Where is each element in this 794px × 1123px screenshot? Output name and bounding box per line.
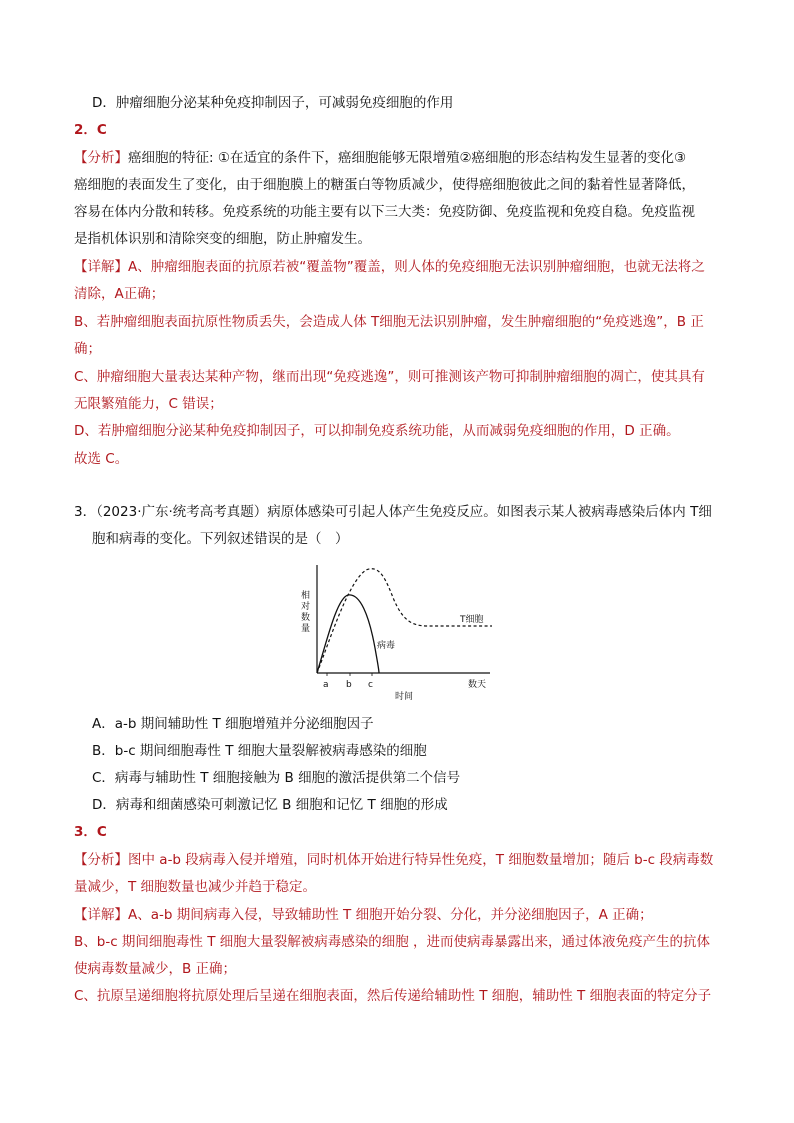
- y-axis-label-char-2: 对: [301, 602, 311, 612]
- detail-tag: 【详解】: [74, 259, 128, 275]
- detail-text: A、a-b 期间病毒入侵，导致辅助性 T 细胞开始分裂、分化，并分泌细胞因子，A 正确；: [128, 907, 653, 923]
- q2-option-d: D．肿瘤细胞分泌某种免疫抑制因子，可减弱免疫细胞的作用: [92, 95, 454, 111]
- analysis-tag: 【分析】: [74, 150, 128, 166]
- q2-detail-line-2: 清除，A正确；: [74, 286, 165, 302]
- q3-answer: 3．C: [74, 824, 107, 840]
- q3-analysis-line-2: 量减少，T 细胞数量也减少并趋于稳定。: [74, 879, 317, 895]
- q3-source: （2023·广东·统考高考真题）: [96, 504, 268, 520]
- y-axis-label-char-4: 量: [301, 624, 311, 634]
- q3-detail-line-1: [74, 906, 653, 924]
- tick-b: b: [346, 680, 352, 690]
- x-axis-label: 时间: [395, 692, 414, 702]
- q3-option-c: C．病毒与辅助性 T 细胞接触为 B 细胞的激活提供第二个信号: [92, 770, 461, 786]
- analysis-tag: 【分析】: [74, 852, 128, 868]
- q3-stem-line-1: [74, 503, 712, 521]
- analysis-text: 图中 a-b 段病毒入侵并增殖，同时机体开始进行特异性免疫，T 细胞数量增加；随后 b-c 段病毒数: [128, 852, 714, 868]
- tcell-label: T细胞: [460, 615, 484, 625]
- q3-option-a: A．a-b 期间辅助性 T 细胞增殖并分泌细胞因子: [92, 716, 374, 732]
- q2-detail-line-1: [74, 258, 705, 276]
- x-unit-label: 数天: [468, 680, 487, 690]
- q2-analysis-line-2: 癌细胞的表面发生了变化，由于细胞膜上的糖蛋白等物质减少，使得癌细胞彼此之间的黏着性显著降低，: [74, 177, 695, 193]
- virus-curve: [317, 595, 379, 673]
- q3-detail-line-4: C、抗原呈递细胞将抗原处理后呈递在细胞表面，然后传递给辅助性 T 细胞，辅助性 T 细胞表面的特定分子: [74, 988, 712, 1004]
- q3-number: 3．: [74, 504, 97, 520]
- q3-detail-line-2: B、b-c 期间细胞毒性 T 细胞大量裂解被病毒感染的细胞 ，进而使病毒暴露出来，通过体液免疫产生的抗体: [74, 934, 711, 950]
- q3-analysis-line-1: [74, 851, 713, 869]
- detail-tag: 【详解】: [74, 907, 128, 923]
- q3-stem-text: 病原体感染可引起人体产生免疫反应。如图表示某人被病毒感染后体内 T细: [267, 504, 712, 520]
- q2-analysis-line-4: 是指机体识别和清除突变的细胞，防止肿瘤发生。: [74, 231, 371, 247]
- q2-analysis-line-3: 容易在体内分散和转移。免疫系统的功能主要有以下三大类：免疫防御、免疫监视和免疫自稳。免疫监视: [74, 204, 695, 220]
- y-axis-label-char-3: 数: [301, 613, 311, 623]
- q2-detail-line-7: D、若肿瘤细胞分泌某种免疫抑制因子，可以抑制免疫系统功能，从而减弱免疫细胞的作用，D 正确。: [74, 423, 680, 439]
- virus-label: 病毒: [377, 641, 396, 651]
- tick-c: c: [368, 680, 373, 690]
- q2-detail-line-6: 无限繁殖能力，C 错误；: [74, 396, 223, 412]
- q3-detail-line-3: 使病毒数量减少，B 正确；: [74, 961, 237, 977]
- q2-detail-line-3: B、若肿瘤细胞表面抗原性物质丢失，会造成人体 T细胞无法识别肿瘤，发生肿瘤细胞的“免疫逃逸”，B 正: [74, 314, 704, 330]
- virus-tcell-figure: [282, 560, 502, 705]
- y-axis-label-char-1: 相: [301, 591, 311, 601]
- q2-answer: 2．C: [74, 122, 107, 138]
- analysis-text: 癌细胞的特征: ①在适宜的条件下，癌细胞能够无限增殖②癌细胞的形态结构发生显著的变化③: [128, 150, 687, 166]
- q3-stem-line-2: 胞和病毒的变化。下列叙述错误的是（ ）: [92, 531, 349, 547]
- q3-option-b: B．b-c 期间细胞毒性 T 细胞大量裂解被病毒感染的细胞: [92, 743, 427, 759]
- q2-detail-line-4: 确；: [74, 341, 101, 357]
- q2-analysis-line-1: [74, 149, 720, 167]
- y-axis-label: [301, 589, 313, 634]
- q2-detail-line-8: 故选 C。: [74, 451, 129, 467]
- tick-a: a: [323, 680, 329, 690]
- q3-option-d: D．病毒和细菌感染可刺激记忆 B 细胞和记忆 T 细胞的形成: [92, 797, 448, 813]
- q2-detail-line-5: C、肿瘤细胞大量表达某种产物，继而出现“免疫逃逸”，则可推测该产物可抑制肿瘤细胞的凋亡，使其具有: [74, 369, 705, 385]
- detail-text: A、肿瘤细胞表面的抗原若被“覆盖物”覆盖，则人体的免疫细胞无法识别肿瘤细胞，也就无法将之: [128, 259, 705, 275]
